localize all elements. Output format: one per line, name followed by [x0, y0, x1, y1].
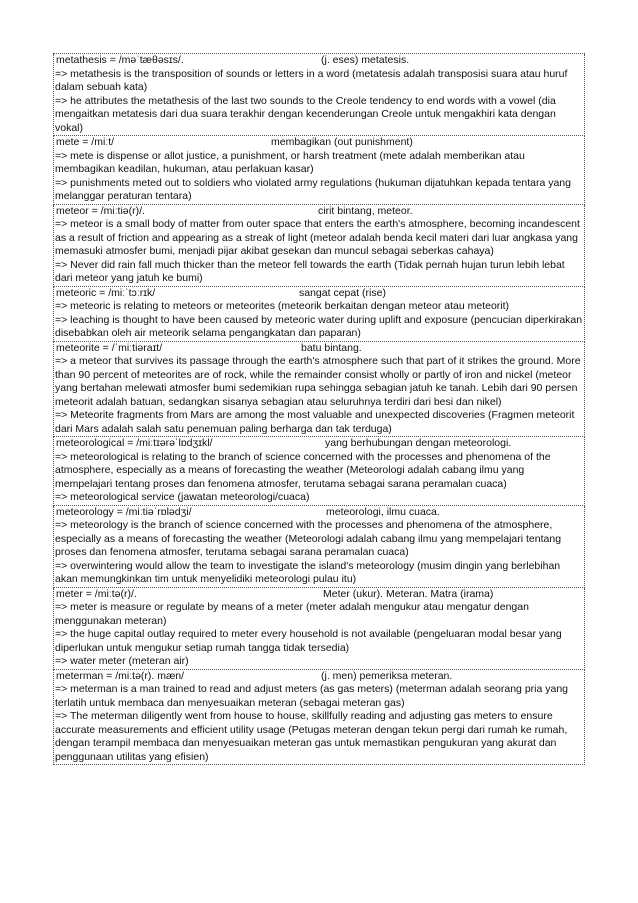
entry-line: => The meterman diligently went from house to house, skillfully reading and adjusting gas meters to ensure accurate measurements and efficient utility usage (Petugas meteran dengan tekun pergi dari rumah ke rumah, dengan terampil membaca dan menyesuaikan meteran gas untuk memastikan pengukuran yang akurat dan penggunaan utilitas yang efisien)	[55, 710, 568, 763]
entry-line: => meteorological is relating to the branch of science concerned with the processes and phenomena of the atmosphere, especially as a means of forecasting the weather (Meteorologi adalah cabang ilmu yang mempelajari tentang proses dan fenomena atmosfer, terutama sebagai sarana peramalan cuaca)	[55, 450, 551, 490]
entry-line: => a meteor that survives its passage through the earth's atmosphere such that part of it strikes the ground. More than 90 percent of meteorites are of rock, while the remainder consist wholly or partly of iron and nickel (meteor yang bertahan melewati atmosfer bumi sedemikian rupa sehingga sebagian jatuh ke tanah. Lebih dari 90 persen meteorit adalah batuan, sedangkan sisanya sebagian atau seluruhnya terdiri dari besi dan nikel)	[55, 355, 581, 408]
entry-meaning: (j. eses) metatesis.	[321, 54, 410, 66]
entry-headline	[55, 437, 583, 451]
entry-meaning: sangat cepat (rise)	[299, 286, 386, 299]
entry-headline	[55, 54, 583, 68]
dictionary-entry	[53, 670, 585, 766]
entry-line: => punishments meted out to soldiers who violated army regulations (hukuman dijatuhkan kepada tentara yang melanggar peraturan tentara)	[55, 176, 571, 202]
entry-line: => meteorological service (jawatan meteorologi/cuaca)	[55, 491, 310, 503]
entry-meaning: cirit bintang, meteor.	[318, 204, 413, 217]
entry-meaning: batu bintang.	[301, 341, 362, 354]
entry-term: meteor = /miːtiə(r)/.	[56, 204, 145, 217]
entry-meaning: meteorologi, ilmu cuaca.	[326, 505, 440, 518]
entry-line: => meteor is a small body of matter from outer space that enters the earth's atmosphere, becoming incandescent as a result of friction and appearing as a streak of light (meteor adalah benda kecil materi dari luar angkasa yang memasuki atmosfer bumi, menjadi pijar akibat gesekan dan muncul sebagai seberkas cahaya)	[55, 218, 580, 257]
entry-meaning: yang berhubungan dengan meteorologi.	[325, 437, 512, 449]
entry-meaning: Meter (ukur). Meteran. Matra (irama)	[323, 587, 494, 600]
entry-line: => Never did rain fall much thicker than the meteor fell towards the earth (Tidak pernah hujan turun lebih lebat dari meteor yang jatuh ke bumi)	[55, 258, 565, 284]
entry-line: => leaching is thought to have been caused by meteoric water during uplift and exposure (pencucian diperkirakan disebabkan oleh air meteorik selama pengangkatan dan paparan)	[55, 313, 583, 339]
entry-term: meteorite = /ˈmiːtiəraɪt/	[56, 341, 163, 354]
entry-term: meteoric = /miːˈtɔːrɪk/	[56, 286, 156, 299]
entry-meaning: (j. men) pemeriksa meteran.	[321, 669, 453, 682]
entry-term: meterman = /miːtə(r). mæn/	[56, 669, 185, 682]
entry-line: => Meteorite fragments from Mars are among the most valuable and unexpected discoveries (Fragmen meteorit dari Mars adalah salah satu penemuan paling berharga dan tak terduga)	[55, 409, 575, 435]
entry-headline	[55, 136, 583, 150]
dictionary-entry	[53, 506, 585, 588]
dictionary-entry	[53, 54, 585, 136]
dictionary-entry	[53, 342, 585, 438]
entry-headline	[55, 588, 583, 602]
entry-line: => water meter (meteran air)	[55, 655, 189, 667]
entry-line: => overwintering would allow the team to investigate the island's meteorology (musim dingin yang berlebihan akan memungkinkan tim untuk menyelidiki meteorologi pulau itu)	[55, 559, 561, 585]
dictionary-entry	[53, 437, 585, 506]
dictionary-entry	[53, 588, 585, 670]
entry-line: => he attributes the metathesis of the last two sounds to the Creole tendency to end words with a vowel (dia mengaitkan metatesis dari dua suara terakhir dengan kecenderungan Creole untuk mengakhiri kata dengan vokal)	[55, 94, 556, 134]
entry-headline	[55, 205, 583, 219]
entry-line: => the huge capital outlay required to meter every household is not available (pengeluaran modal besar yang diperlukan untuk mengukur setiap rumah tangga tidak tersedia)	[55, 628, 562, 654]
entry-term: mete = /miːt/	[56, 136, 115, 148]
entry-headline	[55, 342, 583, 356]
dictionary-entry	[53, 136, 585, 205]
entry-headline	[55, 670, 583, 684]
entry-line: => meterman is a man trained to read and adjust meters (as gas meters) (meterman adalah seorang pria yang terlatih untuk membaca dan menyesuaikan meteran (sebagai meteran gas)	[55, 683, 569, 709]
entry-headline	[55, 287, 583, 301]
entry-meaning: membagikan (out punishment)	[271, 136, 413, 148]
entry-term: meteorology = /miːtiəˈrɒlədʒi/	[56, 505, 192, 518]
dictionary-entry	[53, 287, 585, 342]
entry-term: meter = /miːtə(r)/.	[56, 587, 137, 600]
entry-headline	[55, 506, 583, 520]
dictionary-page	[53, 53, 585, 765]
entry-line: => meteoric is relating to meteors or meteorites (meteorik berkaitan dengan meteor atau meteorit)	[55, 300, 510, 312]
entry-term: metathesis = /məˈtæθəsɪs/.	[56, 54, 184, 66]
entry-line: => metathesis is the transposition of sounds or letters in a word (metatesis adalah transposisi suara atau huruf dalam sebuah kata)	[55, 67, 568, 93]
entry-line: => meteorology is the branch of science concerned with the processes and phenomena of the atmosphere, especially as a means of forecasting the weather (Meteorologi adalah cabang ilmu yang mempelajari tentang proses dan fenomena atmosfer, terutama sebagai sarana peramalan cuaca)	[55, 519, 562, 558]
entry-term: meteorological = /miːtɪərəˈlɒdʒɪkl/	[56, 437, 213, 449]
entry-line: => mete is dispense or allot justice, a punishment, or harsh treatment (mete adalah memberikan atau membagikan keadilan, hukuman, atau perlakuan kasar)	[55, 149, 525, 175]
dictionary-entry	[53, 205, 585, 287]
entry-line: => meter is measure or regulate by means of a meter (meter adalah mengukur atau mengatur dengan menggunakan meteran)	[55, 601, 529, 627]
